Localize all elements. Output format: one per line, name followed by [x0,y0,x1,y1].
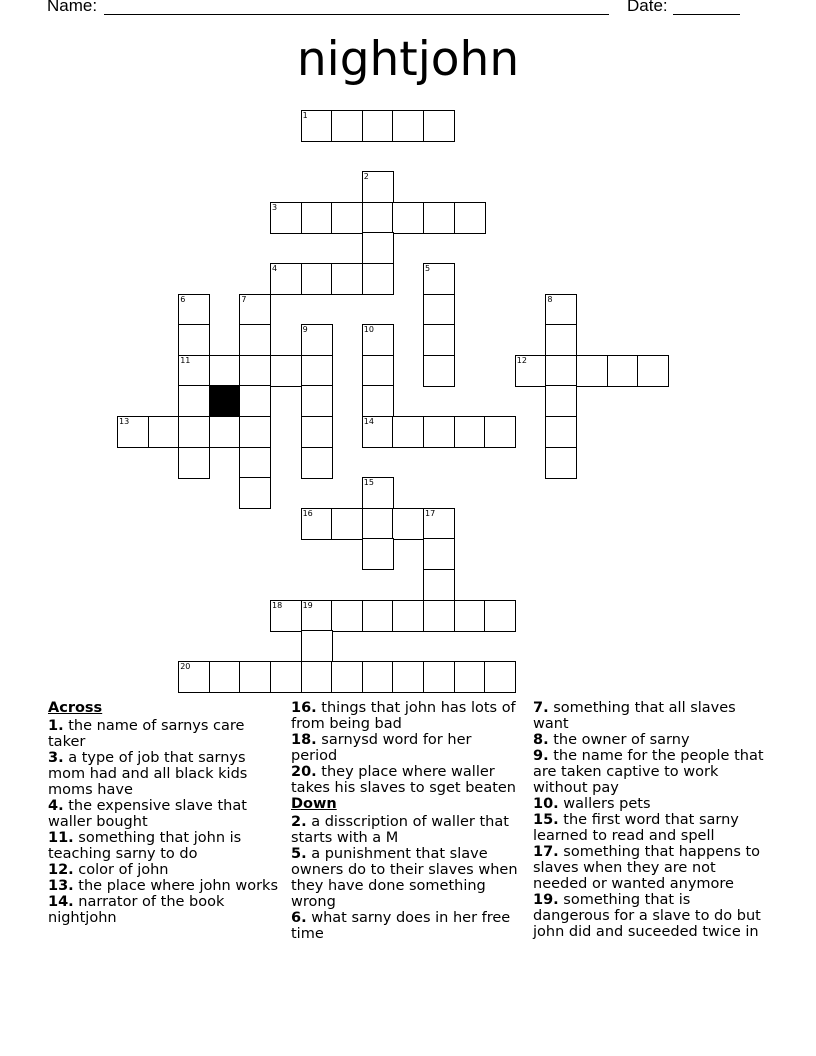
clue-number: 17 [425,508,436,518]
grid-cell[interactable] [362,508,394,540]
grid-cell[interactable] [331,661,363,693]
clue-item-number: 6. [291,910,307,926]
clue-item-text: what sarny does in her free time [291,910,511,942]
clue-item-number: 16. [291,700,317,716]
clue-item-number: 4. [48,798,64,814]
grid-cell[interactable] [484,600,516,632]
grid-cell[interactable] [423,355,455,387]
clue-item-text: the first word that sarny learned to read and spell [533,812,739,844]
clue-item-text: narrator of the book nightjohn [48,894,225,926]
grid-cell[interactable] [545,294,577,326]
grid-cell[interactable] [423,661,455,693]
grid-cell[interactable] [545,416,577,448]
grid-cell[interactable] [362,232,394,264]
clue-item-text: the name for the people that are taken captive to work without pay [533,748,764,796]
grid-cell[interactable] [239,355,271,387]
puzzle-title: nightjohn [296,32,520,87]
grid-cell[interactable] [545,324,577,356]
clue-item [533,796,768,812]
down-clue-list-continued [533,700,768,940]
clue-item-number: 5. [291,846,307,862]
clue-item-text: the name of sarnys care taker [48,718,245,750]
clue-item-text: something that happens to slaves when they are not needed or wanted anymore [533,844,761,892]
across-heading: Across [48,700,103,716]
grid-cell[interactable] [637,355,669,387]
clue-item [533,892,768,940]
grid-cell[interactable] [178,447,210,479]
clue-item-number: 19. [533,892,559,908]
clues-column-1 [48,700,278,926]
grid-cell[interactable] [301,416,333,448]
grid-cell[interactable] [239,324,271,356]
grid-cell[interactable] [301,385,333,417]
clue-number: 14 [363,417,374,426]
clue-number: 4 [272,264,278,273]
across-clue-list [48,718,278,926]
clues-column-3 [533,700,768,940]
clue-item-number: 18. [291,732,317,748]
grid-cell[interactable] [454,416,486,448]
grid-cell[interactable] [301,447,333,479]
clue-item-text: something that all slaves want [533,700,736,732]
grid-cell[interactable] [484,661,516,693]
grid-cell[interactable] [454,661,486,693]
clue-item-text: a disscription of waller that starts with a M [291,814,509,846]
grid-cell[interactable] [239,447,271,479]
grid-cell[interactable] [239,661,271,693]
grid-cell[interactable] [515,355,547,387]
clue-item [48,878,278,894]
grid-cell[interactable] [178,661,210,693]
grid-cell[interactable] [301,630,333,662]
clue-number: 12 [516,355,527,365]
clue-item-number: 15. [533,812,559,828]
clue-item [533,732,768,748]
clue-item [48,718,278,750]
down-heading: Down [291,796,337,812]
clue-item [48,894,278,926]
date-field-line[interactable] [673,14,740,15]
grid-cell[interactable] [301,661,333,693]
clue-item [533,700,768,732]
clue-item-text: things that john has lots of from being bad [291,700,516,732]
grid-cell[interactable] [270,263,302,295]
grid-cell[interactable] [301,508,333,540]
grid-cell[interactable] [392,202,424,234]
clue-item-text: wallers pets [558,796,651,812]
grid-cell[interactable] [301,600,333,632]
clue-item [48,750,278,798]
grid-cell[interactable] [178,416,210,448]
grid-cell[interactable] [454,202,486,234]
clue-item [291,814,521,846]
grid-cell[interactable] [362,416,394,448]
clue-item-text: a punishment that slave owners do to their slaves when they have done something wrong [291,846,518,910]
clue-number: 5 [425,264,431,273]
grid-cell[interactable] [362,171,394,203]
clue-item [48,862,278,878]
clue-item-number: 11. [48,830,74,846]
grid-cell[interactable] [117,416,149,448]
grid-cell[interactable] [178,324,210,356]
clue-number: 2 [363,172,369,182]
clue-item-number: 10. [533,796,559,812]
clue-item-text: they place where waller takes his slaves to sget beaten [291,764,516,796]
clue-item-number: 3. [48,750,64,766]
down-clue-list [291,814,521,942]
clue-item [48,830,278,862]
grid-cell[interactable] [362,538,394,570]
clue-number: 15 [363,478,374,488]
grid-cell[interactable] [454,600,486,632]
clue-item-text: sarnysd word for her period [291,732,472,764]
grid-cell[interactable] [362,477,394,509]
grid-cell[interactable] [423,294,455,326]
grid-cell[interactable] [423,416,455,448]
grid-cell[interactable] [362,661,394,693]
grid-cell[interactable] [423,324,455,356]
date-label: Date: [627,0,668,15]
grid-cell[interactable] [545,355,577,387]
clue-item-number: 2. [291,814,307,830]
grid-cell[interactable] [392,508,424,540]
clue-item [291,700,521,732]
grid-cell[interactable] [423,600,455,632]
grid-cell[interactable] [178,294,210,326]
grid-cell[interactable] [239,416,271,448]
grid-cell[interactable] [239,385,271,417]
clue-item [291,846,521,910]
grid-cell[interactable] [331,263,363,295]
clue-item [533,812,768,844]
grid-cell[interactable] [423,538,455,570]
grid-cell[interactable] [607,355,639,387]
grid-cell[interactable] [545,447,577,479]
clue-item-text: color of john [73,862,169,878]
grid-cell[interactable] [178,385,210,417]
clue-item [48,798,278,830]
grid-cell[interactable] [392,600,424,632]
clue-item-text: a type of job that sarnys mom had and all black kids moms have [48,750,248,798]
grid-cell[interactable] [148,416,180,448]
clue-number: 19 [302,600,313,610]
clue-item-text: something that john is teaching sarny to do [48,830,242,862]
clue-item-number: 1. [48,718,64,734]
clue-number: 9 [302,325,308,335]
grid-cell[interactable] [270,355,302,387]
grid-cell[interactable] [392,661,424,693]
grid-cell[interactable] [301,263,333,295]
clue-item-number: 9. [533,748,549,764]
grid-cell[interactable] [362,385,394,417]
grid-cell[interactable] [576,355,608,387]
grid-cell[interactable] [331,110,363,142]
clue-number: 16 [302,508,313,518]
clue-item-text: the expensive slave that waller bought [48,798,247,830]
clue-item [533,844,768,892]
name-label: Name: [47,0,98,15]
clue-item [291,910,521,942]
clue-number: 13 [119,417,130,426]
grid-cell[interactable] [331,508,363,540]
grid-block-cell [209,385,241,417]
grid-cell[interactable] [239,477,271,509]
grid-cell[interactable] [270,202,302,234]
clue-number: 3 [272,202,278,212]
grid-cell[interactable] [301,355,333,387]
clue-number: 11 [180,355,191,365]
across-clue-list-continued [291,700,521,796]
grid-cell[interactable] [362,355,394,387]
clue-item-number: 20. [291,764,317,780]
grid-cell[interactable] [423,263,455,295]
clue-item-text: the place where john works [73,878,278,894]
grid-cell[interactable] [362,600,394,632]
name-field-line[interactable] [104,14,609,15]
clue-item-number: 12. [48,862,74,878]
clue-number: 6 [180,294,186,304]
clue-item-number: 14. [48,894,74,910]
grid-cell[interactable] [362,202,394,234]
grid-cell[interactable] [423,110,455,142]
clue-item-number: 13. [48,878,74,894]
clue-item [533,748,768,796]
clue-item-number: 8. [533,732,549,748]
clue-item [291,764,521,796]
clue-item-text: something that is dangerous for a slave to do but john did and suceeded twice in [533,892,761,940]
grid-cell[interactable] [331,202,363,234]
clue-number: 7 [241,294,247,304]
grid-cell[interactable] [301,324,333,356]
grid-cell[interactable] [239,294,271,326]
grid-cell[interactable] [545,385,577,417]
clue-item [291,732,521,764]
clue-number: 20 [180,661,191,671]
grid-cell[interactable] [301,110,333,142]
grid-cell[interactable] [423,202,455,234]
clue-item-text: the owner of sarny [548,732,690,748]
clue-item-number: 17. [533,844,559,860]
grid-cell[interactable] [270,661,302,693]
grid-cell[interactable] [270,600,302,632]
clue-number: 18 [272,600,283,610]
clue-number: 1 [302,111,308,120]
grid-cell[interactable] [423,508,455,540]
grid-cell[interactable] [362,110,394,142]
grid-cell[interactable] [423,569,455,601]
grid-cell[interactable] [209,355,241,387]
grid-cell[interactable] [209,661,241,693]
grid-cell[interactable] [392,416,424,448]
grid-cell[interactable] [484,416,516,448]
clue-number: 10 [363,325,374,335]
clues-column-2 [291,700,521,942]
grid-cell[interactable] [178,355,210,387]
clue-number: 8 [547,294,553,304]
grid-cell[interactable] [331,600,363,632]
grid-cell[interactable] [209,416,241,448]
grid-cell[interactable] [392,110,424,142]
grid-cell[interactable] [362,324,394,356]
clue-item-number: 7. [533,700,549,716]
grid-cell[interactable] [362,263,394,295]
grid-cell[interactable] [301,202,333,234]
